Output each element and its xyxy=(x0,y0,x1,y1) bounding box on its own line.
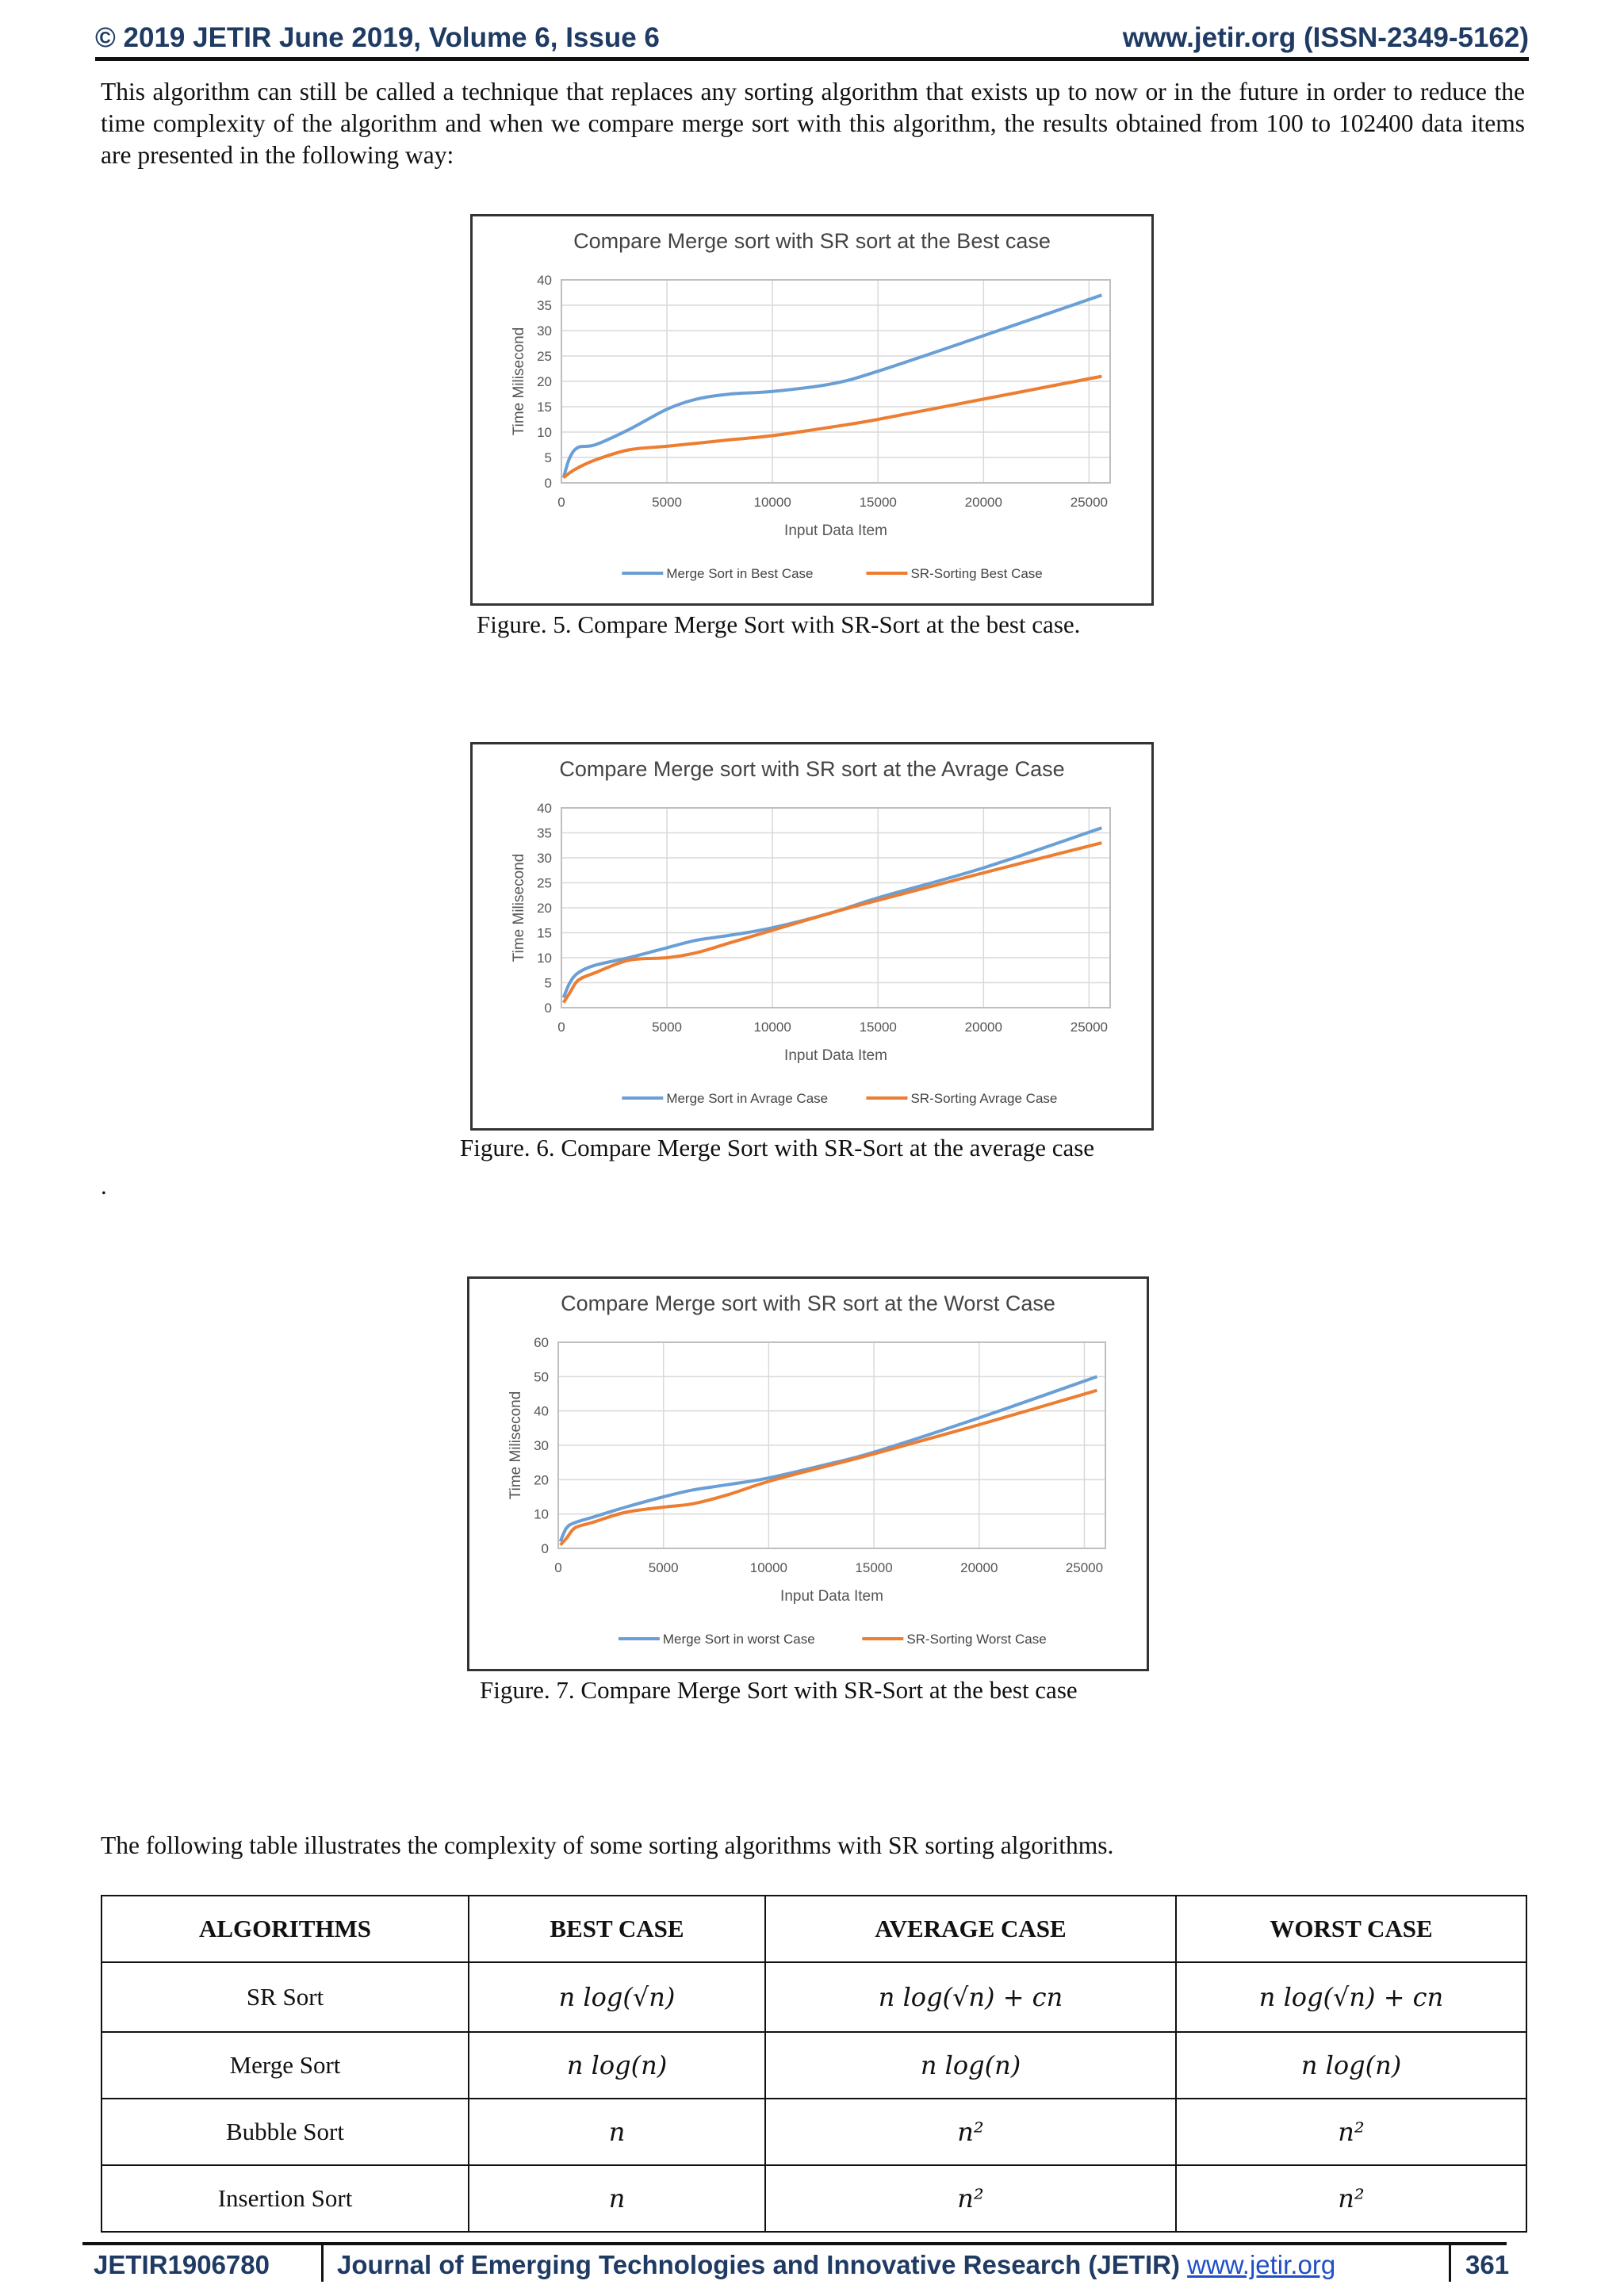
intro-paragraph: This algorithm can still be called a technique that replaces any sorting algorithm that exists up to now or in the future in order to reduce the time complexity of the algorithm and when we compare merge sort with this algorithm, the results obtained from 100 to 102400 data items are presented in the following way: xyxy=(101,78,1525,169)
x-tick-label: 0 xyxy=(557,495,565,510)
x-tick-label: 10000 xyxy=(753,1020,791,1035)
y-tick-label: 30 xyxy=(537,323,552,339)
complexity-cell: n log(√n) xyxy=(469,1962,765,2032)
legend-label: Merge Sort in worst Case xyxy=(662,1632,815,1647)
complexity-cell: n log(n) xyxy=(1176,2032,1526,2099)
y-axis-label: Time Milisecond xyxy=(511,327,527,436)
y-tick-label: 0 xyxy=(544,476,552,491)
x-tick-label: 10000 xyxy=(749,1560,788,1575)
legend-label: SR-Sorting Best Case xyxy=(910,566,1043,581)
x-tick-label: 20000 xyxy=(964,495,1002,510)
complexity-cell: n xyxy=(469,2165,765,2232)
complexity-table xyxy=(101,1895,1527,2233)
chart-svg xyxy=(473,216,1151,603)
legend-label: Merge Sort in Best Case xyxy=(666,566,814,581)
y-tick-label: 30 xyxy=(534,1438,549,1453)
footer-rule xyxy=(82,2242,1507,2245)
y-tick-label: 35 xyxy=(537,825,552,841)
table-row xyxy=(102,1962,1526,2032)
complexity-cell: n log(n) xyxy=(765,2032,1176,2099)
header-cell: WORST CASE xyxy=(1176,1896,1526,1962)
x-tick-label: 0 xyxy=(554,1560,562,1575)
y-tick-label: 40 xyxy=(537,801,552,816)
y-tick-label: 30 xyxy=(537,851,552,866)
x-tick-label: 5000 xyxy=(648,1560,679,1575)
y-tick-label: 5 xyxy=(544,975,552,991)
figure-6-chart xyxy=(470,742,1154,1131)
series-line-sr-sort xyxy=(561,1391,1097,1545)
y-tick-label: 20 xyxy=(537,374,552,389)
y-tick-label: 35 xyxy=(537,298,552,313)
header-rule xyxy=(95,57,1529,61)
y-tick-label: 40 xyxy=(534,1403,549,1419)
header-cell: AVERAGE CASE xyxy=(765,1896,1176,1962)
y-tick-label: 60 xyxy=(534,1335,549,1350)
y-tick-label: 10 xyxy=(537,425,552,440)
complexity-cell: n log(n) xyxy=(469,2032,765,2099)
header-cell: BEST CASE xyxy=(469,1896,765,1962)
chart-svg xyxy=(473,744,1151,1128)
table-header-row xyxy=(102,1896,1526,1962)
x-tick-label: 25000 xyxy=(1070,1020,1109,1035)
complexity-cell: n² xyxy=(765,2099,1176,2165)
x-tick-label: 15000 xyxy=(859,495,897,510)
x-tick-label: 10000 xyxy=(753,495,791,510)
series-line-sr-sort xyxy=(564,843,1102,1003)
y-tick-label: 25 xyxy=(537,349,552,364)
x-tick-label: 0 xyxy=(557,1020,565,1035)
complexity-cell: n² xyxy=(1176,2165,1526,2232)
figure-5-chart xyxy=(470,214,1154,606)
x-tick-label: 5000 xyxy=(652,1020,682,1035)
legend-label: SR-Sorting Avrage Case xyxy=(910,1091,1058,1106)
footer-separator xyxy=(321,2245,324,2282)
x-tick-label: 15000 xyxy=(855,1560,893,1575)
series-line-merge-sort xyxy=(564,295,1102,477)
stray-dot: . xyxy=(101,1172,107,1200)
complexity-cell: n² xyxy=(1176,2099,1526,2165)
x-tick-label: 25000 xyxy=(1065,1560,1104,1575)
footer-paper-id: JETIR1906780 xyxy=(94,2250,270,2279)
footer-separator xyxy=(1449,2245,1451,2282)
x-axis-label: Input Data Item xyxy=(784,1047,887,1064)
x-tick-label: 5000 xyxy=(652,495,682,510)
x-tick-label: 15000 xyxy=(859,1020,897,1035)
header-cell: ALGORITHMS xyxy=(102,1896,469,1962)
legend-label: SR-Sorting Worst Case xyxy=(906,1632,1047,1647)
y-tick-label: 50 xyxy=(534,1369,549,1385)
algorithm-name: Merge Sort xyxy=(102,2032,469,2099)
footer-journal-name: Journal of Emerging Technologies and Innovative Research (JETIR) xyxy=(337,2250,1180,2279)
complexity-cell: n log(√n) + cn xyxy=(1176,1962,1526,2032)
figure-6-caption: Figure. 6. Compare Merge Sort with SR-Sort at the average case xyxy=(460,1134,1095,1161)
header-copyright: © 2019 JETIR June 2019, Volume 6, Issue 6 xyxy=(95,22,660,53)
table-intro: The following table illustrates the complexity of some sorting algorithms with SR sorting algorithms. xyxy=(101,1831,1114,1859)
x-tick-label: 25000 xyxy=(1070,495,1109,510)
footer-link[interactable]: www.jetir.org xyxy=(1187,2250,1336,2279)
y-tick-label: 15 xyxy=(537,400,552,415)
header-website: www.jetir.org (ISSN-2349-5162) xyxy=(1122,22,1529,53)
complexity-cell: n² xyxy=(765,2165,1176,2232)
algorithm-name: Bubble Sort xyxy=(102,2099,469,2165)
series-line-merge-sort xyxy=(561,1376,1097,1541)
y-tick-label: 20 xyxy=(537,901,552,916)
y-tick-label: 15 xyxy=(537,925,552,941)
chart-title: Compare Merge sort with SR sort at the Avrage Case xyxy=(559,757,1065,781)
table-row xyxy=(102,2165,1526,2232)
chart-title: Compare Merge sort with SR sort at the Best case xyxy=(573,229,1051,253)
series-line-sr-sort xyxy=(564,377,1102,478)
x-axis-label: Input Data Item xyxy=(780,1588,883,1605)
y-axis-label: Time Milisecond xyxy=(511,853,527,962)
table-row xyxy=(102,2032,1526,2099)
y-tick-label: 10 xyxy=(534,1506,549,1522)
legend-label: Merge Sort in Avrage Case xyxy=(666,1091,829,1106)
complexity-cell: n xyxy=(469,2099,765,2165)
algorithm-name: Insertion Sort xyxy=(102,2165,469,2232)
x-tick-label: 20000 xyxy=(960,1560,998,1575)
x-axis-label: Input Data Item xyxy=(784,522,887,539)
y-tick-label: 20 xyxy=(534,1472,549,1488)
chart-svg xyxy=(469,1279,1147,1669)
y-tick-label: 40 xyxy=(537,273,552,288)
figure-7-caption: Figure. 7. Compare Merge Sort with SR-Sort at the best case xyxy=(480,1676,1078,1704)
page-header xyxy=(95,22,1529,59)
table-row xyxy=(102,2099,1526,2165)
x-tick-label: 20000 xyxy=(964,1020,1002,1035)
y-tick-label: 25 xyxy=(537,875,552,891)
y-tick-label: 10 xyxy=(537,951,552,966)
y-tick-label: 0 xyxy=(544,1001,552,1016)
chart-title: Compare Merge sort with SR sort at the Worst Case xyxy=(561,1292,1055,1315)
algorithm-name: SR Sort xyxy=(102,1962,469,2032)
y-tick-label: 0 xyxy=(541,1541,549,1556)
complexity-cell: n log(√n) + cn xyxy=(765,1962,1176,2032)
y-axis-label: Time Milisecond xyxy=(508,1391,524,1500)
figure-5-caption: Figure. 5. Compare Merge Sort with SR-Sort at the best case. xyxy=(477,610,1081,638)
y-tick-label: 5 xyxy=(544,450,552,465)
footer-page-number: 361 xyxy=(1465,2250,1510,2279)
figure-7-chart xyxy=(467,1276,1149,1671)
footer-journal xyxy=(337,2250,1335,2280)
